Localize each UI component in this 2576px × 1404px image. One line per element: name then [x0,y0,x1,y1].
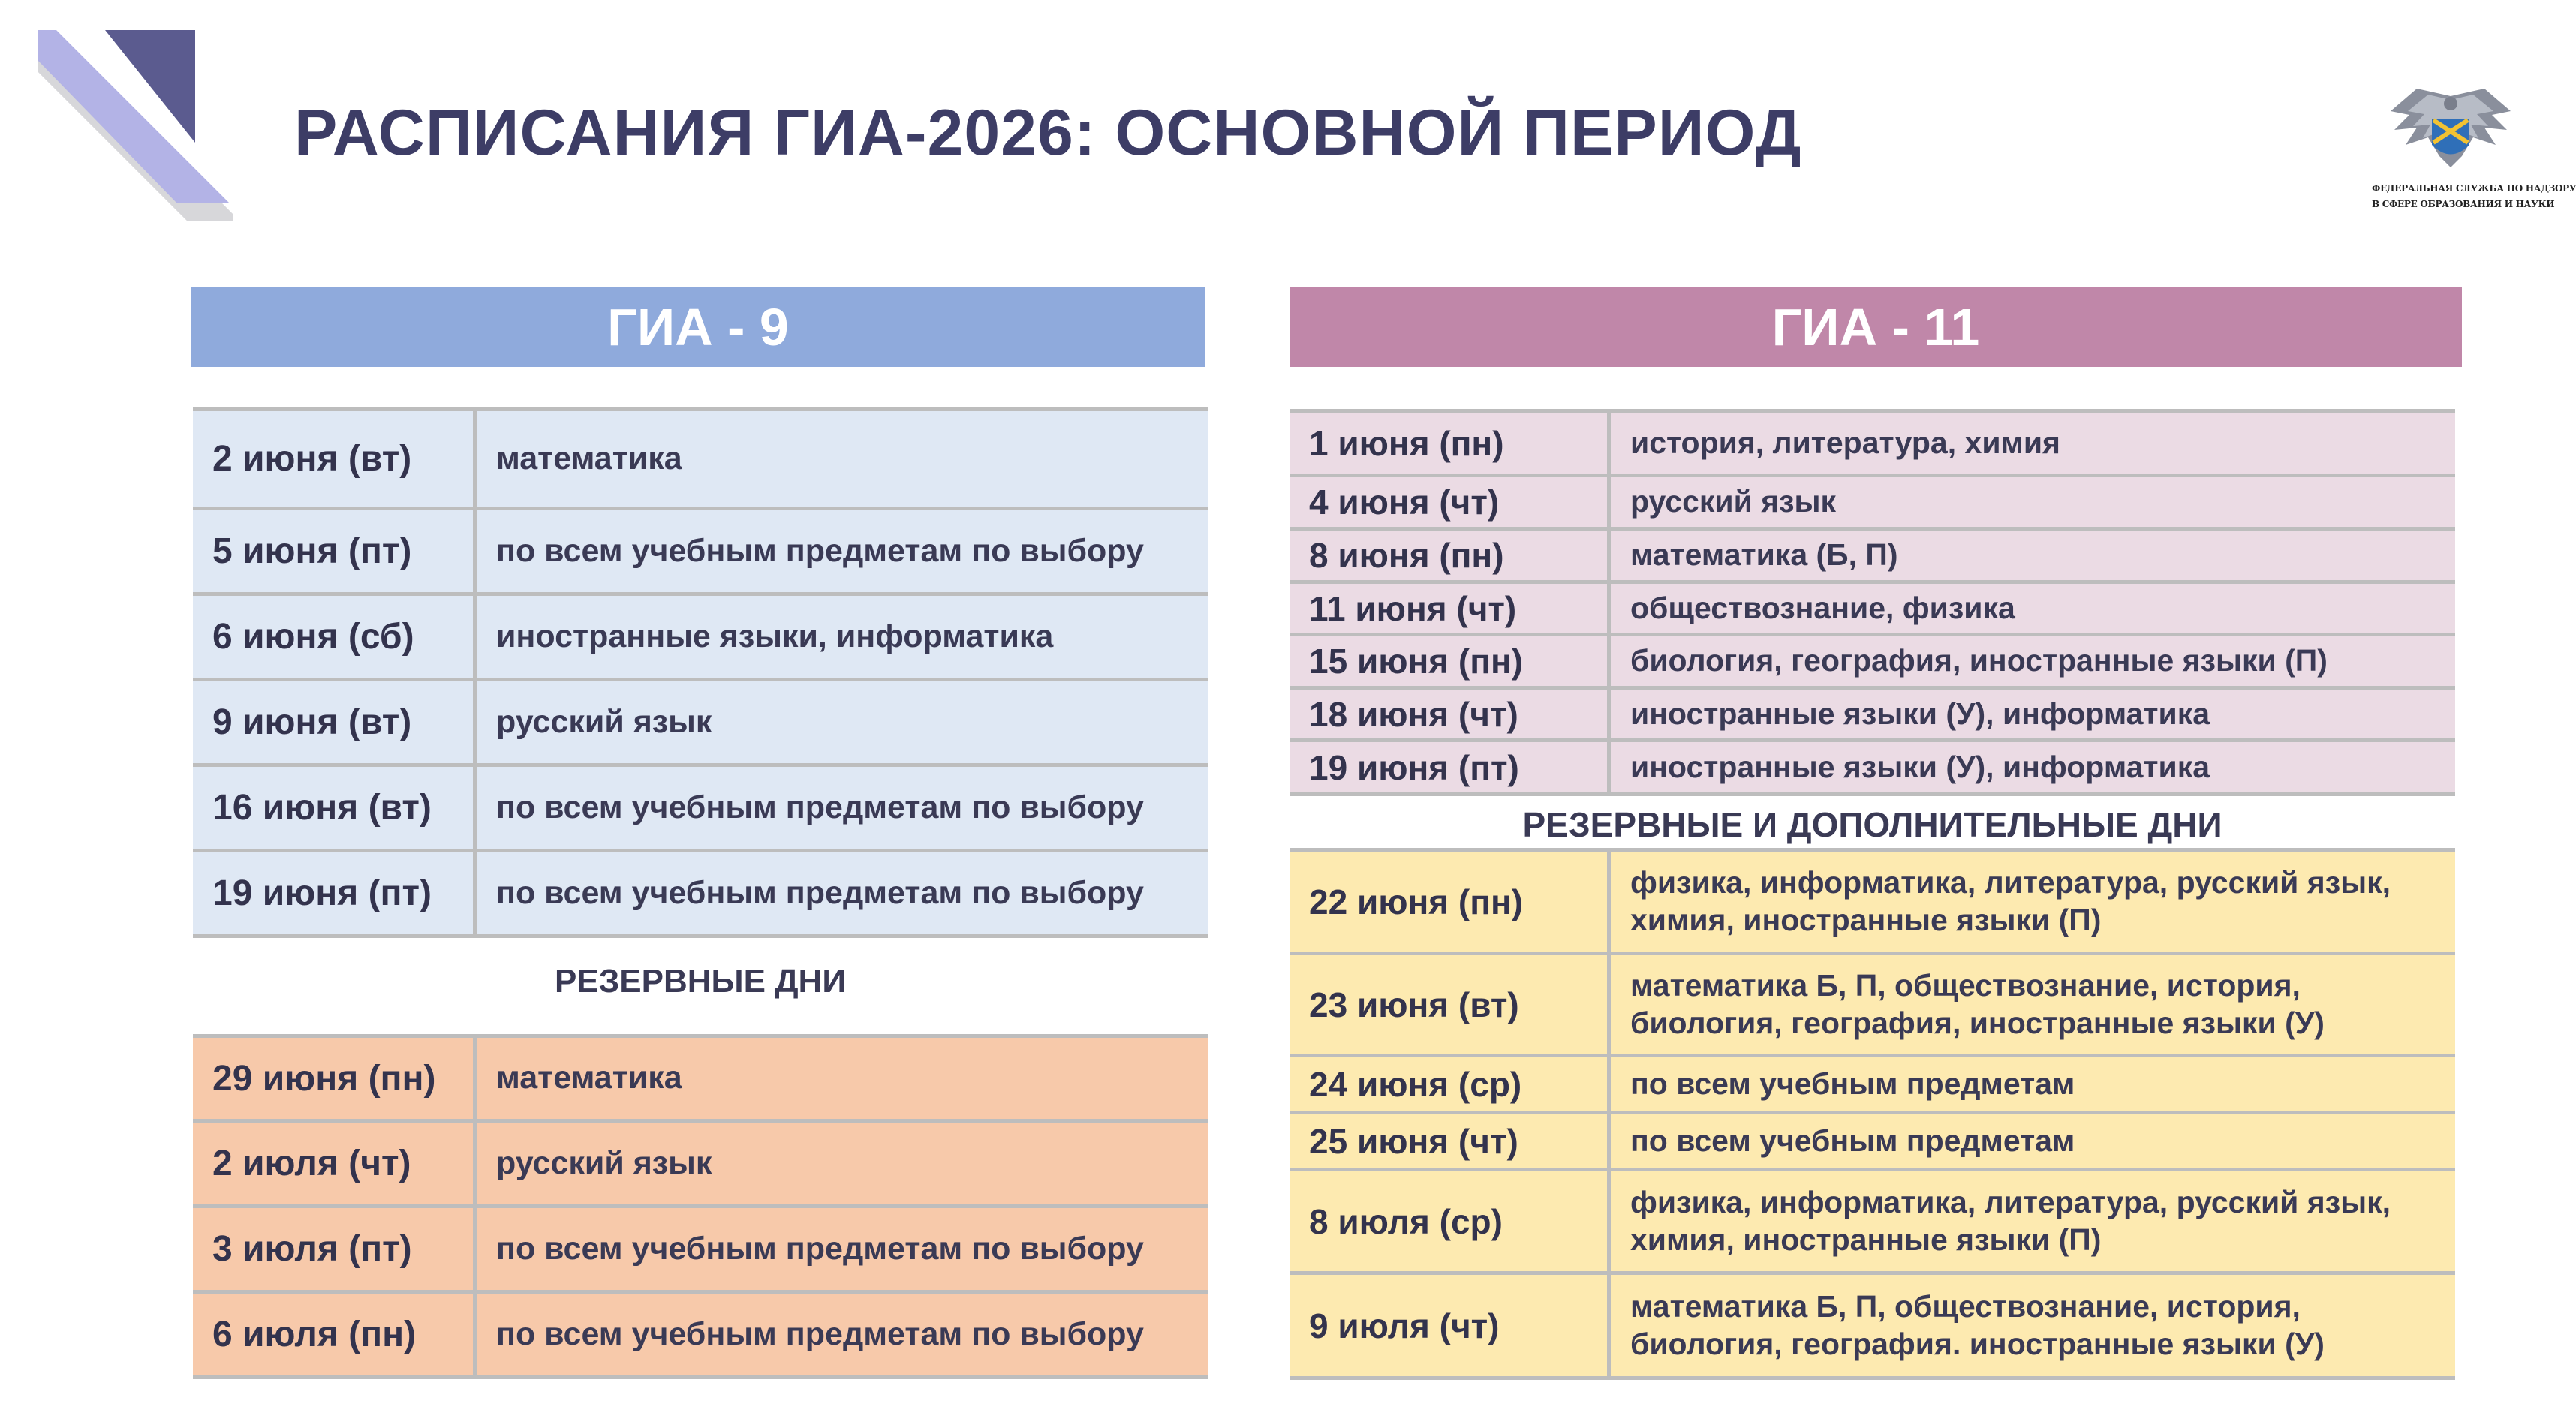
date-cell: 8 июля (ср) [1290,1171,1611,1271]
subject-cell: по всем учебным предметам по выбору [496,1230,1144,1267]
subject-cell: математика [496,440,682,477]
subject-cell: русский язык [1630,484,1837,519]
table-row [1290,690,2455,742]
gia11-extra-label: РЕЗЕРВНЫЕ И ДОПОЛНИТЕЛЬНЫЕ ДНИ [1522,805,2222,844]
date-cell: 1 июня (пн) [1290,413,1611,474]
table-row [193,510,1208,596]
logo-caption-line-2: В СФЕРЕ ОБРАЗОВАНИЯ И НАУКИ [2372,199,2555,209]
table-row [1290,852,2455,955]
subject-cell: иностранные языки (У), информатика [1630,696,2210,731]
subject-cell: биология, география, иностранные языки (П) [1630,643,2328,678]
subject-cell: иностранные языки (У), информатика [1630,749,2210,784]
date-cell: 11 июня (чт) [1290,584,1611,633]
table-row [193,596,1208,681]
table-row [193,767,1208,852]
corner-stripes-icon [38,30,233,225]
date-cell: 2 июня (вт) [193,411,477,507]
table-row [1290,1275,2455,1380]
date-cell: 22 июня (пн) [1290,852,1611,952]
subject-cell: математика Б, П, обществознание, история, биология, география, иностранные языки (У) [1630,968,2325,1040]
date-cell: 19 июня (пт) [1290,742,1611,792]
date-cell: 16 июня (вт) [193,767,477,849]
date-cell: 19 июня (пт) [193,852,477,934]
subject-cell: по всем учебным предметам по выбору [496,1315,1144,1352]
date-cell: 2 июля (чт) [193,1123,477,1204]
subject-cell: по всем учебным предметам [1630,1123,2075,1158]
subject-cell: по всем учебным предметам по выбору [496,874,1144,911]
date-cell: 18 июня (чт) [1290,690,1611,738]
date-cell: 4 июня (чт) [1290,477,1611,527]
page-title: РАСПИСАНИЯ ГИА-2026: ОСНОВНОЙ ПЕРИОД [294,97,1802,169]
subject-cell: математика Б, П, обществознание, история, биология, география. иностранные языки (У) [1630,1289,2325,1361]
subject-cell: история, литература, химия [1630,425,2060,460]
table-row [1290,531,2455,584]
subject-cell: обществознание, физика [1630,590,2015,625]
table-row [193,1294,1208,1379]
date-cell: 6 июня (сб) [193,596,477,678]
date-cell: 9 июня (вт) [193,681,477,763]
date-cell: 29 июня (пн) [193,1038,477,1119]
date-cell: 8 июня (пн) [1290,531,1611,580]
subject-cell: по всем учебным предметам по выбору [496,532,1144,569]
table-row [193,852,1208,938]
table-row [1290,955,2455,1057]
table-row [1290,413,2455,477]
gia11-banner: ГИА - 11 [1290,287,2462,367]
agency-logo [2372,81,2576,231]
table-row [193,1034,1208,1123]
table-row [193,411,1208,510]
table-row [1290,1114,2455,1171]
subject-cell: по всем учебным предметам [1630,1066,2075,1101]
table-row [1290,636,2455,690]
table-row [1290,1171,2455,1275]
table-row [193,1123,1208,1208]
subject-cell: физика, информатика, литература, русский язык, химия, иностранные языки (П) [1630,865,2391,937]
subject-cell: математика [496,1060,682,1096]
table-row [1290,1057,2455,1114]
subject-cell: иностранные языки, информатика [496,618,1054,654]
table-row [193,1208,1208,1294]
logo-caption-line-1: ФЕДЕРАЛЬНАЯ СЛУЖБА ПО НАДЗОРУ [2372,183,2576,194]
table-row [1290,584,2455,636]
eagle-emblem-icon [2387,81,2514,179]
date-cell: 15 июня (пн) [1290,636,1611,686]
date-cell: 24 июня (ср) [1290,1057,1611,1111]
table-row [1290,477,2455,531]
subject-cell: математика (Б, П) [1630,537,1898,573]
table-row [1290,742,2455,796]
date-cell: 9 июля (чт) [1290,1275,1611,1376]
date-cell: 23 июня (вт) [1290,955,1611,1054]
date-cell: 25 июня (чт) [1290,1114,1611,1168]
table-row [193,681,1208,767]
gia9-reserve-label: РЕЗЕРВНЫЕ ДНИ [555,963,846,1000]
date-cell: 3 июля (пт) [193,1208,477,1290]
date-cell: 5 июня (пт) [193,510,477,592]
subject-cell: физика, информатика, литература, русский язык, химия, иностранные языки (П) [1630,1185,2391,1257]
subject-cell: по всем учебным предметам по выбору [496,789,1144,825]
date-cell: 6 июля (пн) [193,1294,477,1375]
subject-cell: русский язык [496,703,712,740]
gia9-banner: ГИА - 9 [191,287,1205,367]
subject-cell: русский язык [496,1144,712,1181]
